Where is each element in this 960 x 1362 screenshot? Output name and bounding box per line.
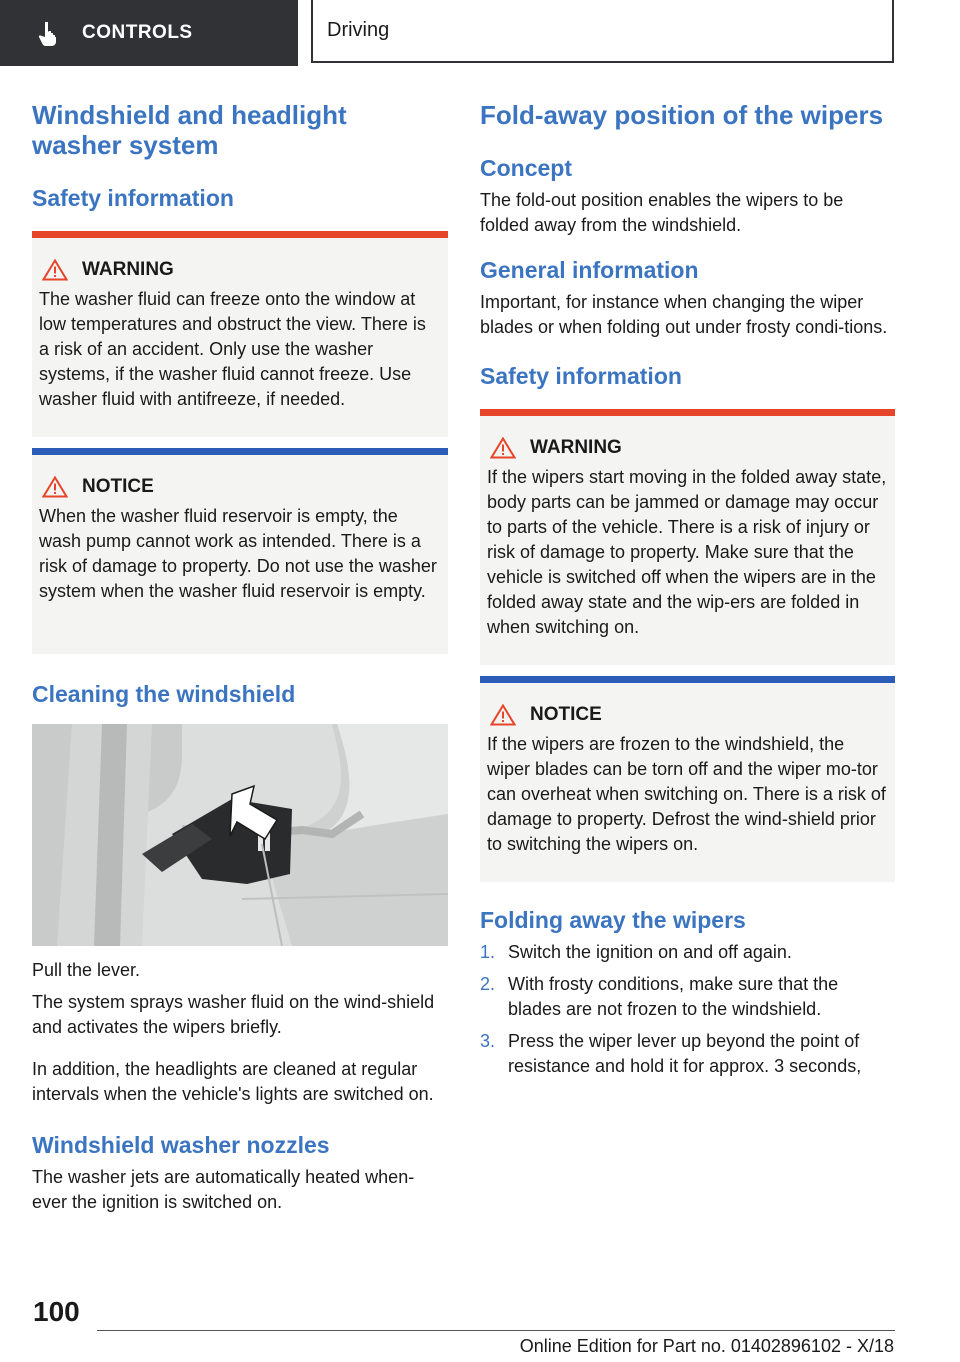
- nozzles-text: The washer jets are automatically heated when‐ever the ignition is switched on.: [32, 1167, 415, 1212]
- warning-text: If the wipers start moving in the folded away state, body parts can be jammed or damage may occur to parts of the vehicle. There is a risk of injury or risk of damage to property. Make sure that the vehicle is switched off when the wipers are in the folded away state and the wip‐ers are folded in when switching on.: [487, 467, 887, 637]
- warning-label: WARNING: [530, 437, 622, 458]
- warning-label: WARNING: [82, 259, 174, 280]
- warning-triangle-icon: [490, 437, 516, 459]
- warning-triangle-icon: [490, 704, 516, 726]
- step-text: Press the wiper lever up beyond the point of resistance and hold it for approx. 3 seconds,: [508, 1031, 862, 1076]
- notice-text: If the wipers are frozen to the windshield, the wiper blades can be torn off and the wiper mo‐tor can overheat when switching on. There is a risk of damage to property. Defrost the wind‐shield prior to switching the wipers on.: [487, 734, 886, 854]
- section-label: CONTROLS: [82, 22, 193, 43]
- step-number: 3.: [480, 1031, 496, 1051]
- warning-box-washer: [32, 231, 448, 437]
- headlights-text: In addition, the headlights are cleaned at regular intervals when the vehicle's lights are switched on.: [32, 1059, 434, 1104]
- right-column: [480, 100, 895, 1086]
- left-column: [32, 100, 448, 1215]
- footer-divider: [97, 1330, 895, 1331]
- section-title-foldaway: Fold-away position of the wipers: [480, 100, 884, 130]
- notice-text: When the washer fluid reservoir is empty, the wash pump cannot work as intended. There is a risk of damage to property. Do not use the washer system when the washer fluid reservoir is empty.: [39, 506, 437, 601]
- safety-heading-right: Safety information: [480, 363, 682, 389]
- edition-text: Online Edition for Part no. 01402896102 - X/18: [519, 1336, 894, 1356]
- general-text: Important, for instance when changing the wiper blades or when folding out under frosty condi‐tions.: [480, 292, 888, 337]
- page-number: 100: [33, 1296, 80, 1327]
- concept-heading: Concept: [480, 155, 572, 181]
- cleaning-heading: Cleaning the windshield: [32, 681, 296, 707]
- safety-heading-left: Safety information: [32, 185, 234, 211]
- notice-title: [39, 475, 440, 499]
- concept-text: The fold-out position enables the wipers to be folded away from the windshield.: [480, 190, 844, 235]
- section-tab[interactable]: [0, 0, 298, 66]
- warning-title: [487, 436, 887, 460]
- list-item: [480, 972, 895, 1022]
- general-heading: General information: [480, 257, 699, 283]
- nozzles-heading: Windshield washer nozzles: [32, 1132, 330, 1158]
- page-header: [0, 0, 960, 66]
- warning-text: The washer fluid can freeze onto the window at low temperatures and obstruct the view. There is a risk of an accident. Only use the washer systems, if the washer fluid cannot freeze. Use washer fluid with antifreeze, if needed.: [39, 289, 426, 409]
- warning-title: [39, 258, 440, 282]
- notice-box-washer: [32, 448, 448, 654]
- section-title-washer: Windshield and headlight washer system: [32, 100, 347, 160]
- notice-label: NOTICE: [82, 476, 154, 497]
- list-item: [480, 940, 895, 965]
- warning-box-wipers: [480, 409, 895, 665]
- pull-lever-text: Pull the lever.: [32, 960, 141, 980]
- warning-triangle-icon: [42, 476, 68, 498]
- warning-triangle-icon: [42, 259, 68, 281]
- notice-box-wipers: [480, 676, 895, 882]
- step-number: 1.: [480, 942, 496, 962]
- folding-steps: [480, 940, 895, 1079]
- folding-heading: Folding away the wipers: [480, 907, 746, 933]
- sprays-text: The system sprays washer fluid on the wind‐shield and activates the wipers briefly.: [32, 992, 435, 1037]
- notice-title: [487, 703, 887, 727]
- chapter-label: Driving: [327, 19, 390, 41]
- step-text: Switch the ignition on and off again.: [508, 942, 792, 962]
- wiper-lever-illustration: [32, 724, 448, 946]
- step-number: 2.: [480, 974, 496, 994]
- notice-label: NOTICE: [530, 704, 602, 725]
- step-text: With frosty conditions, make sure that the blades are not frozen to the windshield.: [508, 974, 839, 1019]
- list-item: [480, 1029, 895, 1079]
- chapter-tab[interactable]: [311, 0, 894, 63]
- hand-pointer-icon: [38, 20, 62, 46]
